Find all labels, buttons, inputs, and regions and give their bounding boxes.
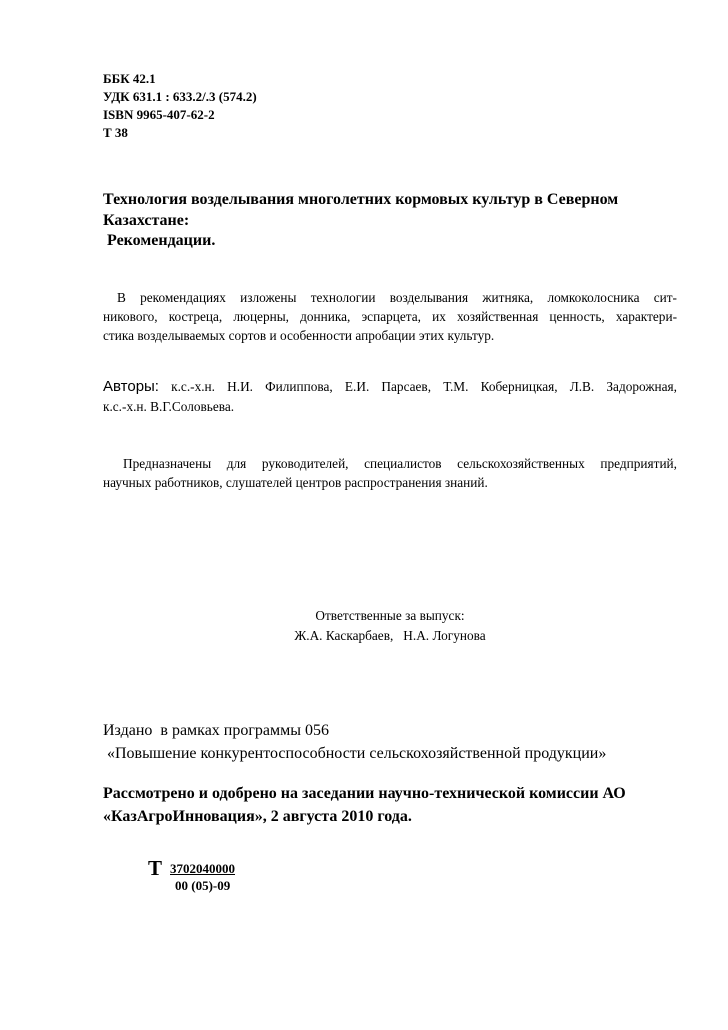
title-line-3: Рекомендации. xyxy=(103,232,216,249)
audience-line-1: Предназначены для руководителей, специалистов сельскохозяйственных предприятий, xyxy=(123,456,677,471)
summary-line-1: В рекомендациях изложены технологии возделывания житняка, ломкоколосника сит- xyxy=(117,290,677,305)
sign-denominator: 00 (05)-09 xyxy=(175,878,231,893)
document-title xyxy=(103,190,683,252)
program-line-1: Издано в рамках программы 056 xyxy=(103,722,330,739)
authors-block xyxy=(103,377,677,417)
summary-paragraph xyxy=(103,288,677,345)
sign-numerator: 3702040000 xyxy=(170,861,235,876)
author-sign-code: Т 38 xyxy=(103,125,128,140)
responsible-block xyxy=(103,606,677,646)
approval-line-2: «КазАгроИнновация», 2 августа 2010 года. xyxy=(103,808,412,825)
authors-names-1: к.с.-х.н. Н.И. Филиппова, Е.И. Парсаев, Т.М. Коберницкая, Л.В. Задорожная, xyxy=(171,379,677,394)
audience-paragraph xyxy=(103,454,677,492)
isbn-code: ISBN 9965-407-62-2 xyxy=(103,107,215,122)
approval-note xyxy=(103,782,626,828)
audience-line-2: научных работников, слушателей центров распространения знаний. xyxy=(103,475,488,490)
program-line-2: «Повышение конкурентоспособности сельскохозяйственной продукции» xyxy=(103,745,607,762)
authors-line-2: к.с.-х.н. В.Г.Соловьева. xyxy=(103,399,235,414)
responsible-names: Ж.А. Каскарбаев, Н.А. Логунова xyxy=(294,628,486,643)
bbk-code: ББК 42.1 xyxy=(103,71,156,86)
bibliographic-codes xyxy=(103,70,257,142)
authors-label: Авторы: xyxy=(103,378,159,395)
program-note xyxy=(103,719,606,765)
summary-line-2: никового, кострецa, люцерны, донника, эспарцета, их хозяйственная ценность, характери- xyxy=(103,309,677,324)
udk-code: УДК 631.1 : 633.2/.3 (574.2) xyxy=(103,89,257,104)
title-line-1: Технология возделывания многолетних кормовых культур в Северном xyxy=(103,191,619,208)
responsible-heading: Ответственные за выпуск: xyxy=(315,608,465,623)
sign-letter: Т xyxy=(148,856,163,880)
summary-line-3: стика возделываемых сортов и особенности апробации этих культур. xyxy=(103,328,495,343)
title-line-2: Казахстане: xyxy=(103,211,190,229)
approval-line-1: Рассмотрено и одобрено на заседании научно-технической комиссии АО xyxy=(103,785,626,802)
authors-line-1 xyxy=(103,377,677,397)
